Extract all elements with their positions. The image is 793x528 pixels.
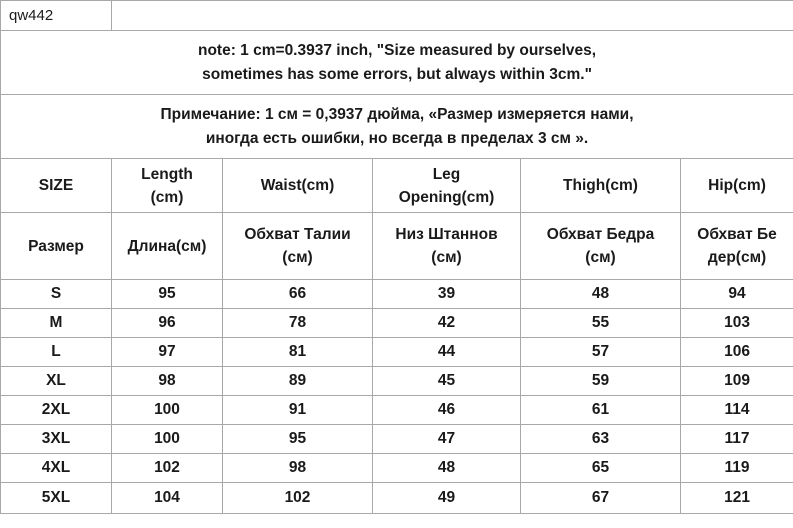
measurement-cell: 49 — [373, 483, 521, 514]
measurement-cell: 65 — [521, 454, 681, 483]
measurement-cell: 95 — [112, 280, 223, 309]
headers-ru-col-4-line-0: Обхват Бедра — [546, 226, 655, 243]
size-label-cell: 3XL — [1, 425, 112, 454]
note-en — [1, 31, 793, 95]
headers-en-col-3-line-0: Leg — [432, 165, 461, 183]
measurement-cell: 91 — [223, 396, 373, 425]
note-ru-row — [1, 95, 793, 159]
headers-ru-col-0 — [1, 213, 112, 280]
headers-ru-col-5-line-1: дер(см) — [707, 249, 767, 266]
headers-en-col-2-line-0: Waist(cm) — [260, 177, 335, 194]
headers-en-col-2 — [223, 159, 373, 213]
headers-en-col-5-line-0: Hip(cm) — [708, 177, 766, 194]
product-code: qw442 — [1, 1, 112, 31]
product-code-row — [1, 1, 793, 31]
measurement-cell: 102 — [112, 454, 223, 483]
headers-en-col-4-line-0: Thigh(cm) — [563, 177, 638, 194]
size-label-cell: 5XL — [1, 483, 112, 514]
measurement-cell: 81 — [223, 338, 373, 367]
header-row-en — [1, 159, 793, 213]
measurement-cell: 47 — [373, 425, 521, 454]
measurement-cell: 96 — [112, 309, 223, 338]
headers-ru-col-2-line-1: (см) — [282, 249, 313, 266]
headers-ru-col-5-line-0: Обхват Бе — [697, 226, 777, 243]
size-label-cell: S — [1, 280, 112, 309]
measurement-cell: 42 — [373, 309, 521, 338]
headers-en-col-5 — [681, 159, 793, 213]
table-row — [1, 483, 793, 514]
table-row — [1, 367, 793, 396]
note-en-row — [1, 31, 793, 95]
measurement-cell: 44 — [373, 338, 521, 367]
empty-cell — [112, 1, 793, 31]
headers-en-col-1-line-0: Length — [141, 165, 193, 183]
note-en-line-1: note: 1 cm=0.3937 inch, "Size measured by ourselves, — [198, 41, 597, 59]
headers-en-col-3-line-1: Opening(cm) — [398, 188, 495, 206]
measurement-cell: 63 — [521, 425, 681, 454]
headers-en-col-4 — [521, 159, 681, 213]
note-ru-line-1: Примечание: 1 см = 0,3937 дюйма, «Размер измеряется нами, — [160, 105, 634, 123]
measurement-cell: 102 — [223, 483, 373, 514]
table-row — [1, 425, 793, 454]
headers-ru-col-0-line-0: Размер — [28, 237, 84, 255]
headers-ru-col-4-line-1: (см) — [585, 249, 616, 266]
measurement-cell: 98 — [223, 454, 373, 483]
headers-ru-col-5 — [681, 213, 793, 280]
headers-ru-col-1 — [112, 213, 223, 280]
headers-ru-col-3-line-1: (см) — [431, 249, 462, 266]
size-data-body — [1, 280, 793, 514]
measurement-cell: 45 — [373, 367, 521, 396]
measurement-cell: 98 — [112, 367, 223, 396]
measurement-cell: 95 — [223, 425, 373, 454]
measurement-cell: 57 — [521, 338, 681, 367]
headers-ru-col-1-line-0: Длина(см) — [127, 237, 207, 255]
table-row — [1, 309, 793, 338]
measurement-cell: 114 — [681, 396, 793, 425]
measurement-cell: 67 — [521, 483, 681, 514]
measurement-cell: 55 — [521, 309, 681, 338]
measurement-cell: 121 — [681, 483, 793, 514]
headers-ru-col-3-line-0: Низ Штаннов — [395, 226, 498, 243]
measurement-cell: 61 — [521, 396, 681, 425]
measurement-cell: 39 — [373, 280, 521, 309]
headers-ru-col-3 — [373, 213, 521, 280]
measurement-cell: 89 — [223, 367, 373, 396]
measurement-cell: 100 — [112, 425, 223, 454]
size-label-cell: 2XL — [1, 396, 112, 425]
measurement-cell: 117 — [681, 425, 793, 454]
table-row — [1, 338, 793, 367]
note-en-line-2: sometimes has some errors, but always within 3cm." — [202, 65, 592, 83]
headers-en-col-1 — [112, 159, 223, 213]
measurement-cell: 78 — [223, 309, 373, 338]
note-ru — [1, 95, 793, 159]
size-label-cell: L — [1, 338, 112, 367]
size-label-cell: XL — [1, 367, 112, 396]
measurement-cell: 94 — [681, 280, 793, 309]
measurement-cell: 46 — [373, 396, 521, 425]
headers-en-col-0-line-0: SIZE — [38, 177, 74, 194]
measurement-cell: 106 — [681, 338, 793, 367]
headers-en-col-3 — [373, 159, 521, 213]
table-row — [1, 396, 793, 425]
measurement-cell: 66 — [223, 280, 373, 309]
note-ru-line-2: иногда есть ошибки, но всегда в пределах 3 см ». — [205, 129, 589, 147]
headers-ru-col-4 — [521, 213, 681, 280]
measurement-cell: 100 — [112, 396, 223, 425]
measurement-cell: 104 — [112, 483, 223, 514]
headers-en-col-1-line-1: (cm) — [150, 188, 184, 206]
measurement-cell: 109 — [681, 367, 793, 396]
measurement-cell: 103 — [681, 309, 793, 338]
headers-ru-col-2-line-0: Обхват Талии — [244, 226, 351, 243]
measurement-cell: 59 — [521, 367, 681, 396]
headers-ru-col-2 — [223, 213, 373, 280]
measurement-cell: 119 — [681, 454, 793, 483]
table-row — [1, 280, 793, 309]
header-row-ru — [1, 213, 793, 280]
headers-en-col-0 — [1, 159, 112, 213]
table-row — [1, 454, 793, 483]
size-label-cell: M — [1, 309, 112, 338]
measurement-cell: 48 — [373, 454, 521, 483]
measurement-cell: 97 — [112, 338, 223, 367]
measurement-cell: 48 — [521, 280, 681, 309]
size-label-cell: 4XL — [1, 454, 112, 483]
